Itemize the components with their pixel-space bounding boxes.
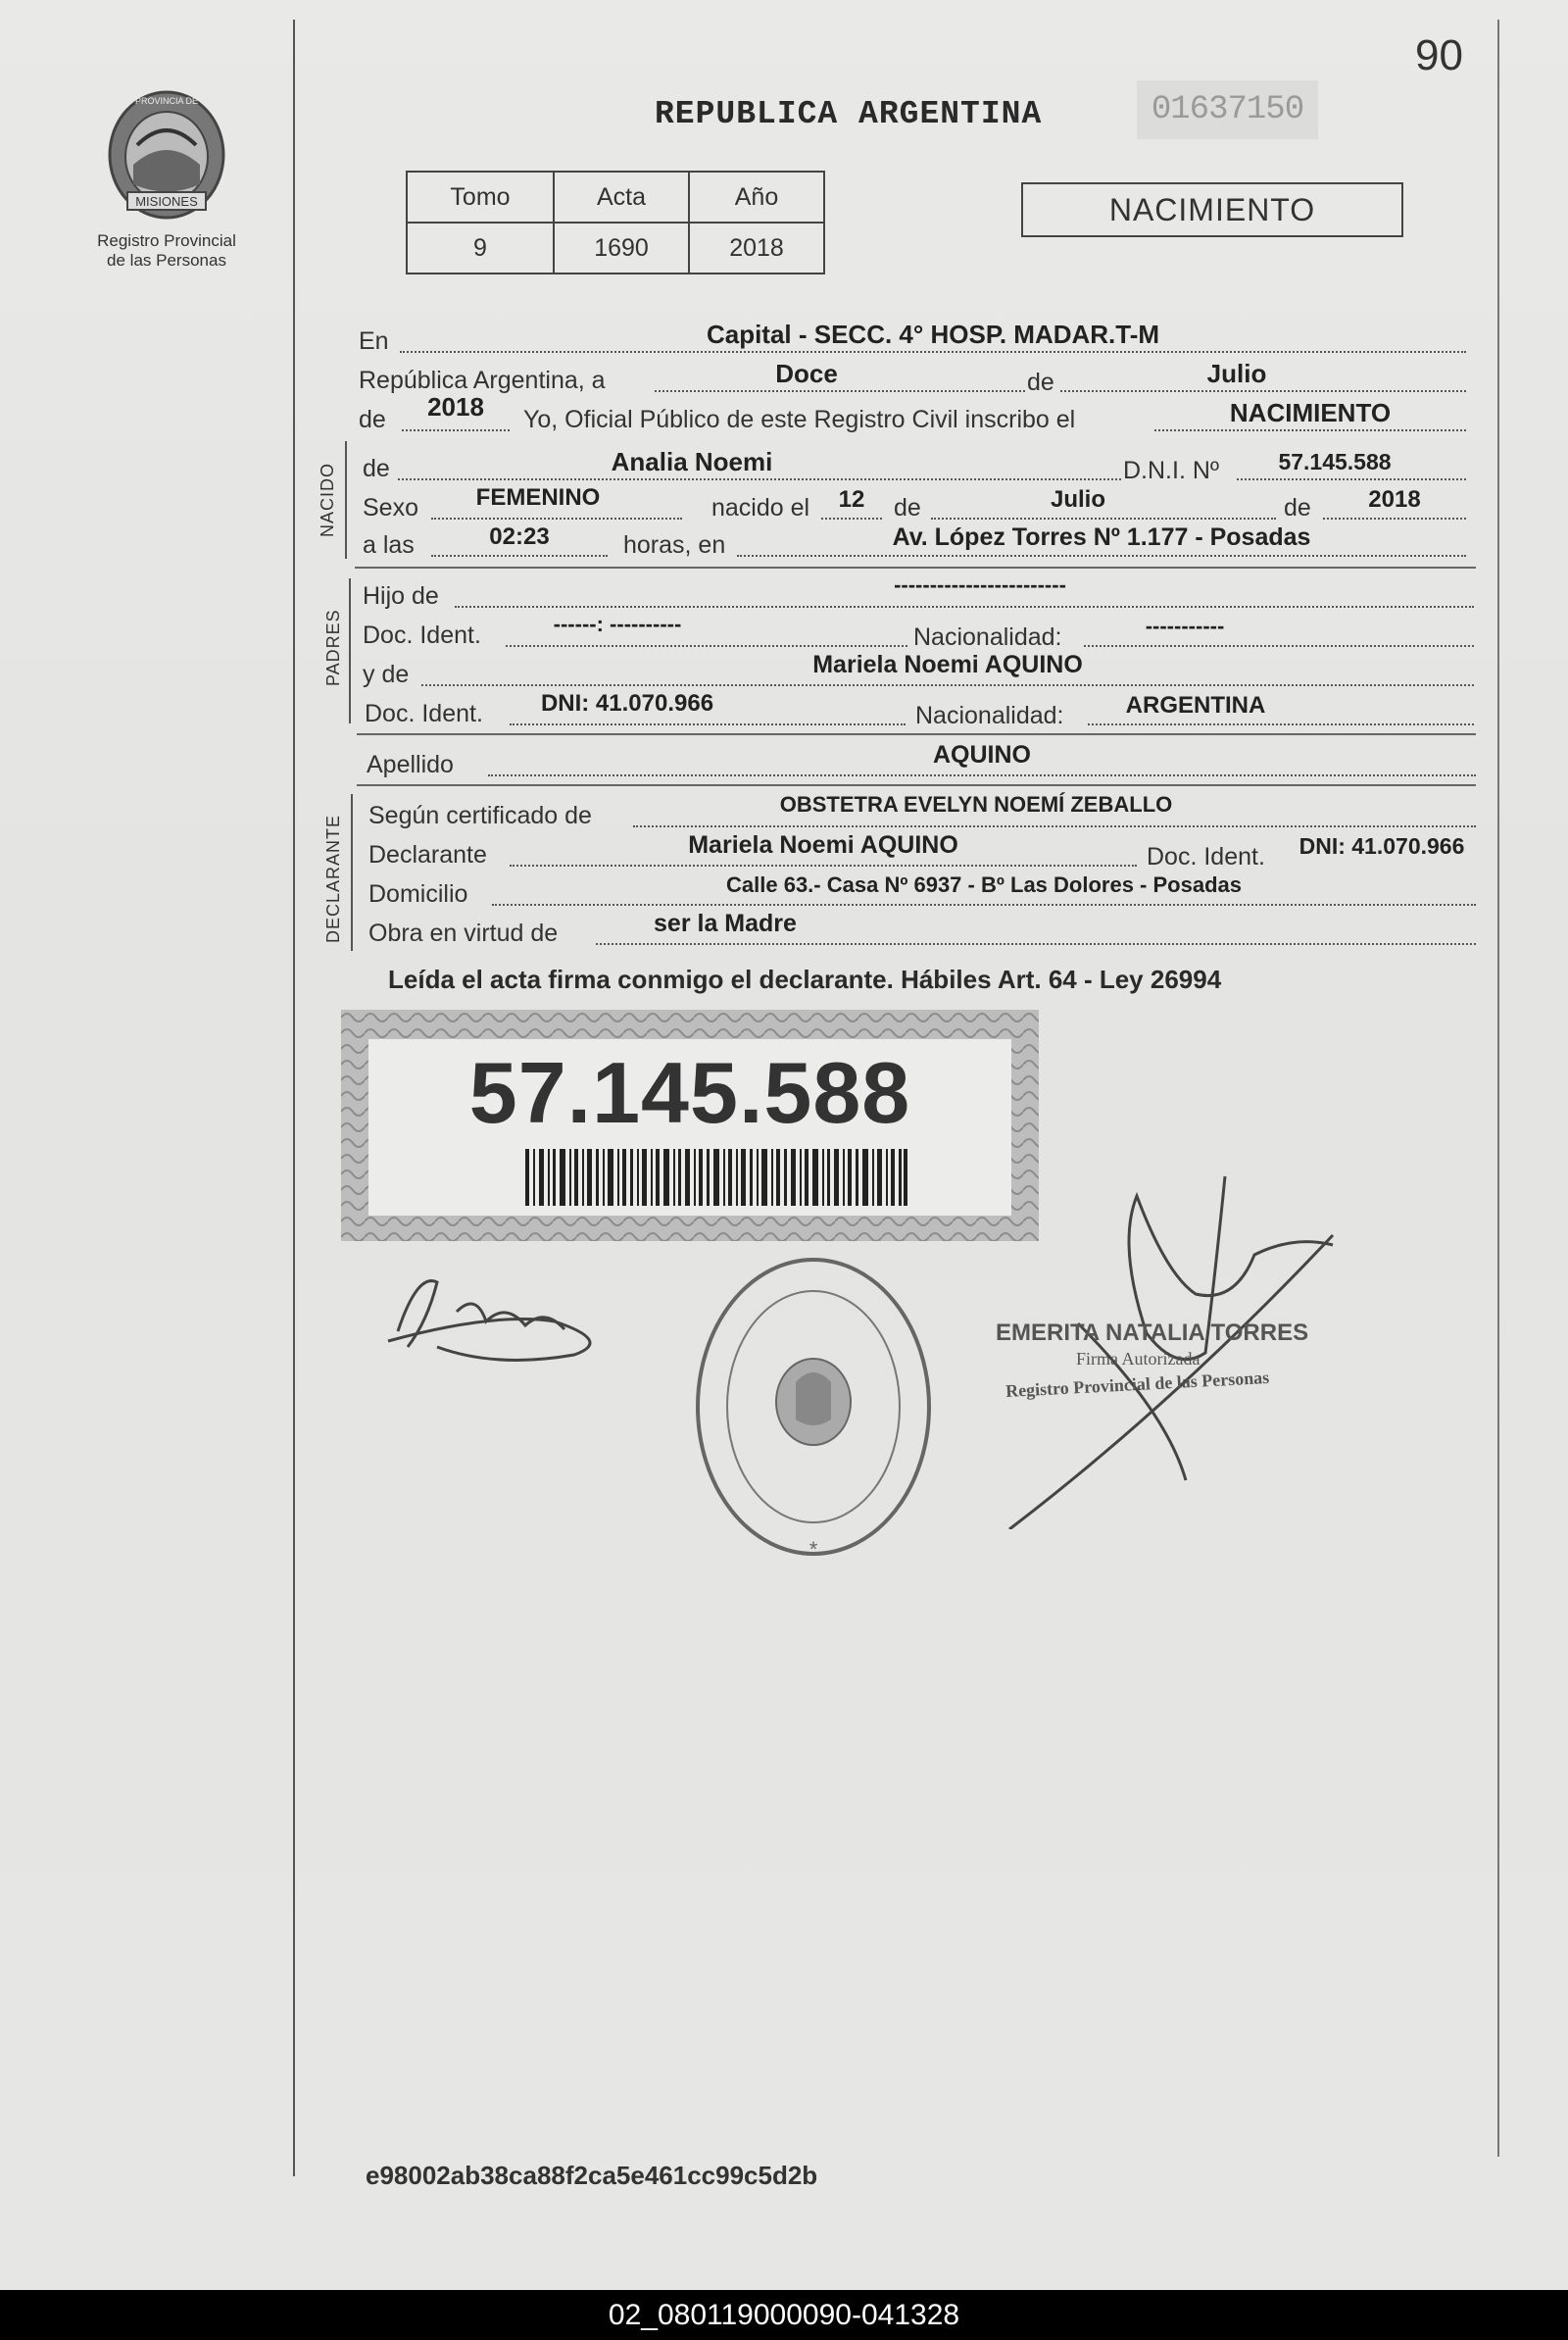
- birth-day-value: 12: [838, 486, 865, 513]
- en-value: Capital - SECC. 4° HOSP. MADAR.T-M: [706, 320, 1160, 349]
- madre-value: Mariela Noemi AQUINO: [812, 651, 1083, 678]
- year-value: 2018: [427, 392, 484, 422]
- segun-dots: [633, 825, 1476, 827]
- declarant-signature-icon: [378, 1253, 633, 1370]
- nac1-dots: [1084, 645, 1474, 647]
- right-margin-line: [1497, 20, 1499, 2157]
- birth-day-dots: [821, 518, 882, 520]
- doc1-label: Doc. Ident.: [363, 622, 481, 649]
- obra-label: Obra en virtud de: [368, 920, 559, 947]
- name-dots: [398, 478, 1121, 480]
- obra-dots: [596, 943, 1476, 945]
- day-dots: [655, 390, 1025, 392]
- birth-month-value: Julio: [1050, 486, 1105, 513]
- padres-bracket: [349, 578, 351, 723]
- yo-text: Yo, Oficial Público de este Registro Civil inscribo el: [523, 406, 1076, 433]
- decl-doc-value: DNI: 41.070.966: [1298, 833, 1465, 859]
- svg-text:PROVINCIA DE: PROVINCIA DE: [134, 96, 199, 106]
- y-de-label: y de: [363, 661, 410, 688]
- day-value: Doce: [775, 359, 838, 388]
- misiones-coat-of-arms-icon: [98, 76, 235, 224]
- nacido-separator: [355, 567, 1476, 569]
- dni-sticker-number: 57.145.588: [468, 1044, 911, 1141]
- domicilio-value: Calle 63.- Casa Nº 6937 - Bº Las Dolores - Posadas: [726, 872, 1242, 897]
- padres-section-label: PADRES: [323, 609, 343, 686]
- declarante-value: Mariela Noemi AQUINO: [688, 831, 958, 859]
- dni-dots: [1237, 478, 1466, 480]
- en-label: En: [359, 327, 389, 355]
- de2-label: de: [359, 406, 386, 433]
- apellido-value: AQUINO: [933, 741, 1031, 769]
- decl-doc-label: Doc. Ident.: [1147, 843, 1265, 871]
- dni-label: D.N.I. Nº: [1123, 457, 1220, 484]
- domicilio-dots: [492, 904, 1476, 906]
- anio-value: 2018: [689, 223, 824, 274]
- obra-value: ser la Madre: [654, 910, 797, 937]
- doc2-dots: [510, 723, 906, 725]
- inscribe-value: NACIMIENTO: [1229, 398, 1392, 427]
- declarante-section-label: DECLARANTE: [323, 814, 343, 943]
- nacido-section-label: NACIDO: [318, 462, 337, 537]
- time-value: 02:23: [489, 523, 550, 550]
- nacido-de3-label: de: [1284, 494, 1311, 522]
- barcode-icon: [525, 1149, 907, 1206]
- doc2-value: DNI: 41.070.966: [540, 690, 714, 717]
- a-las-label: a las: [363, 531, 415, 559]
- nacido-bracket: [345, 441, 347, 559]
- segun-label: Según certificado de: [368, 802, 592, 829]
- en-dots: [400, 351, 1466, 353]
- nac1-value: -----------: [1145, 614, 1225, 638]
- svg-text:MISIONES: MISIONES: [135, 194, 198, 209]
- doc2-label: Doc. Ident.: [365, 700, 483, 727]
- doc1-value: ------: ----------: [553, 612, 682, 636]
- place-dots: [737, 555, 1466, 557]
- acta-header: Acta: [554, 172, 689, 223]
- page-number: 90: [1415, 31, 1463, 79]
- hijo-de-label: Hijo de: [363, 582, 439, 610]
- nac1-label: Nacionalidad:: [913, 623, 1062, 651]
- segun-value: OBSTETRA EVELYN NOEMÍ ZEBALLO: [779, 792, 1173, 817]
- hijo-value: ------------------------: [894, 573, 1066, 597]
- document-hash: e98002ab38ca88f2ca5e461cc99c5d2b: [366, 2161, 818, 2190]
- inscribe-dots: [1154, 429, 1466, 431]
- nac2-label: Nacionalidad:: [915, 702, 1064, 729]
- place-value: Av. López Torres Nº 1.177 - Posadas: [892, 523, 1311, 551]
- closing-text: Leída el acta firma conmigo el declarante. Hábiles Art. 64 - Ley 26994: [388, 965, 1222, 994]
- month-value: Julio: [1206, 359, 1267, 388]
- nacido-el-label: nacido el: [711, 494, 810, 522]
- record-table: [406, 171, 825, 274]
- time-dots: [431, 555, 608, 557]
- padres-separator: [357, 733, 1476, 735]
- acta-value: 1690: [554, 223, 689, 274]
- tomo-header: Tomo: [407, 172, 554, 223]
- serial-number: 01637150: [1137, 80, 1318, 139]
- registry-line-1: Registro Provincial: [97, 231, 236, 250]
- birth-month-dots: [931, 518, 1276, 520]
- official-seal-icon: [686, 1245, 941, 1572]
- official-name: EMERITA NATALIA TORRES: [996, 1319, 1309, 1346]
- tomo-value: 9: [407, 223, 554, 274]
- madre-dots: [421, 684, 1474, 686]
- horas-label: horas, en: [623, 531, 726, 559]
- name-value: Analia Noemi: [611, 447, 773, 476]
- hijo-dots: [455, 606, 1474, 608]
- dni-sticker: [341, 1010, 1039, 1241]
- declarante-label: Declarante: [368, 841, 487, 869]
- apellido-dots: [488, 774, 1476, 776]
- svg-text:*: *: [808, 1537, 818, 1562]
- nac2-value: ARGENTINA: [1125, 692, 1266, 719]
- nacido-de2-label: de: [894, 494, 921, 522]
- dni-sticker-inner: [368, 1039, 1011, 1216]
- sexo-dots: [431, 518, 682, 520]
- sexo-value: FEMENINO: [475, 484, 601, 511]
- dni-value: 57.145.588: [1278, 449, 1392, 474]
- official-office: Registro Provincial de las Personas: [1004, 1367, 1270, 1402]
- year-dots: [402, 429, 510, 431]
- act-type-box: NACIMIENTO: [1021, 182, 1403, 237]
- month-dots: [1060, 390, 1466, 392]
- nacido-de-label: de: [363, 455, 390, 482]
- footer-code: 02_080119000090-041328: [0, 2290, 1568, 2340]
- declarante-dots: [510, 865, 1137, 867]
- registry-line-2: de las Personas: [107, 251, 226, 270]
- domicilio-label: Domicilio: [368, 880, 468, 908]
- apellido-separator: [357, 784, 1476, 786]
- anio-header: Año: [689, 172, 824, 223]
- republic-title: REPUBLICA ARGENTINA: [655, 96, 1043, 132]
- official-role: Firma Autorizada: [1076, 1349, 1200, 1369]
- nac2-dots: [1088, 723, 1474, 725]
- de-label: de: [1027, 369, 1054, 396]
- registry-caption: [69, 231, 265, 271]
- birth-year-dots: [1323, 518, 1466, 520]
- declarante-bracket: [351, 794, 353, 951]
- doc1-dots: [506, 645, 907, 647]
- sexo-label: Sexo: [363, 494, 418, 522]
- birth-year-value: 2018: [1368, 486, 1421, 513]
- rep-label: República Argentina, a: [359, 367, 606, 394]
- apellido-label: Apellido: [367, 751, 454, 778]
- left-margin-line: [293, 20, 295, 2176]
